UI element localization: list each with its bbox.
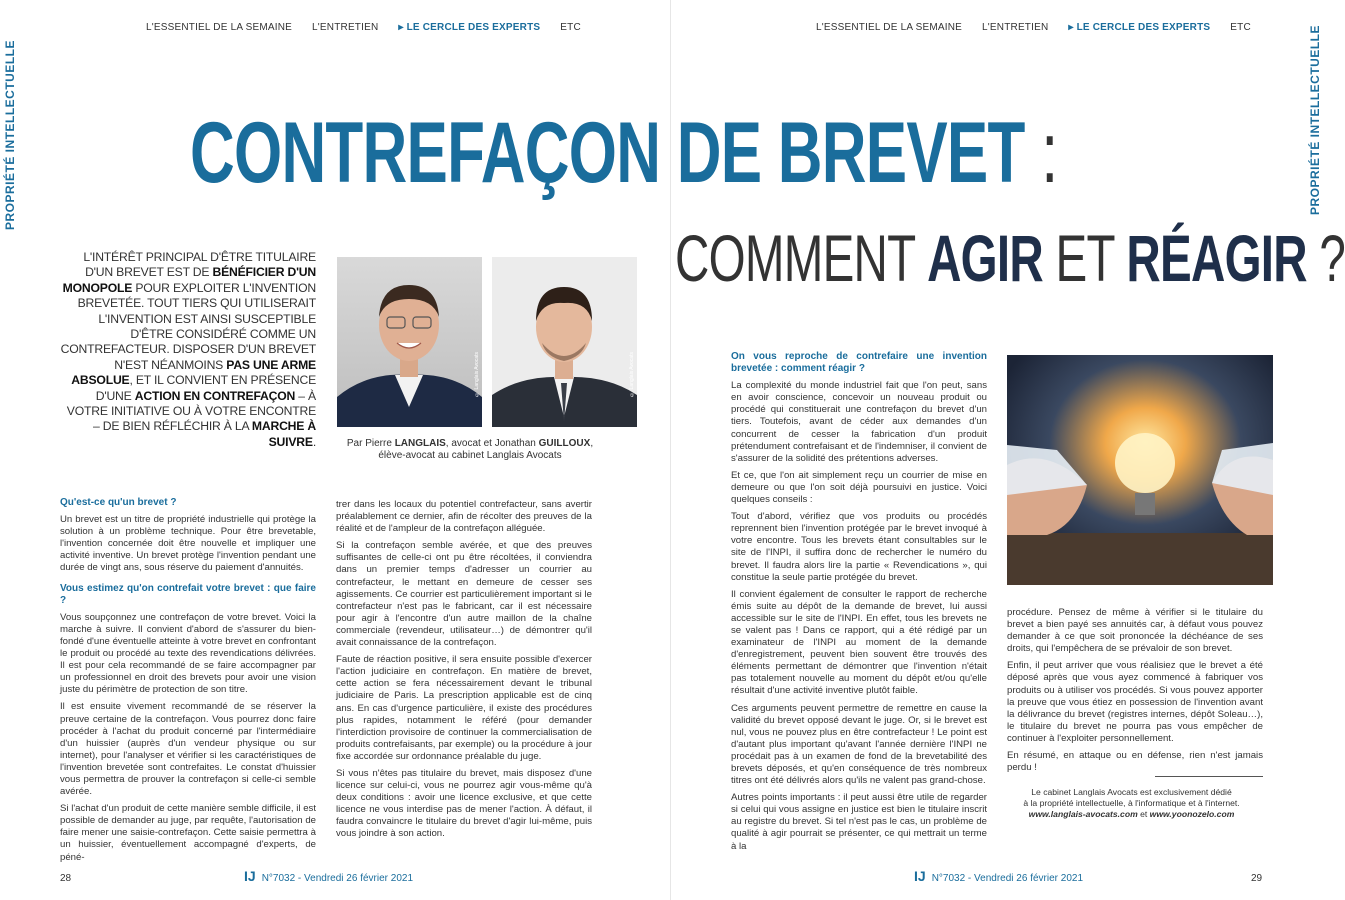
signature-text: Le cabinet Langlais Avocats est exclusivement dédié bbox=[1031, 787, 1232, 797]
headline-colon: : bbox=[1024, 105, 1058, 201]
paragraph: Vous soupçonnez une contrefaçon de votre brevet. Voici la marche à suivre. Il convient d'abord de s'assurer du bien-fondé d'une éventuelle atteinte à votre brevet en confrontant le produit ou procédé au texte des revendications délivrées. Il est pour cela recommandé de se faire accompagner par un professionnel en droit des brevets pour avoir une vision juste du périmètre de protection de son titre. bbox=[60, 611, 316, 696]
headline-word-agir: AGIR bbox=[927, 221, 1043, 295]
paragraph: Il est ensuite vivement recommandé de se réserver la preuve certaine de la contrefaçon. Vous pourrez donc faire procéder à l'achat du produit concerné par l'intermédiaire d'un huissier (auprès d'un vendeur physique ou sur internet), pour l'analyser et vérifier si les caractéristiques de l'invention brevetée sont contrefaites. Le constat d'huissier vous permettra de prouver la contrefaçon si celle-ci semble avérée. bbox=[60, 701, 316, 798]
lead-text: , ET IL CONVIENT EN PRÉSENCE D'UNE bbox=[95, 373, 316, 403]
author-name-langlais: LANGLAIS bbox=[394, 438, 446, 449]
paragraph: Si l'achat d'un produit de cette manière semble difficile, il est possible de demander au juge, par requête, l'autorisation de faire mener une saisie-contrefaçon. Cette saisie permettra à un huissier, éventuellement accompagné d'experts, de péné- bbox=[60, 803, 316, 863]
headline-word-reagir: RÉAGIR bbox=[1126, 221, 1307, 295]
byline bbox=[345, 438, 595, 462]
ij-logo-icon: IJ bbox=[914, 868, 926, 884]
nav-item-etc[interactable]: ETC bbox=[1230, 22, 1251, 33]
second-website-link[interactable]: www.yoonozelo.com bbox=[1149, 809, 1235, 819]
lead-bold: PAS UNE ARME ABSOLUE bbox=[71, 357, 316, 388]
paragraph: Un brevet est un titre de propriété industrielle qui protège la solution à un problème technique. Pour être brevetable, l'invention concernée doit être nouvelle et impliquer une activité inventive. Un brevet protège l'invention pendant une durée de vingt ans, sous réserve du paiement d'annuités. bbox=[60, 514, 316, 574]
headline-word-et: ET bbox=[1042, 221, 1127, 295]
issue-folio-right bbox=[914, 868, 1083, 884]
nav-item-essentiel[interactable]: L'ESSENTIEL DE LA SEMAINE bbox=[816, 22, 963, 33]
signature-text: à la propriété intellectuelle, à l'informatique et à l'internet. bbox=[1023, 798, 1240, 808]
article-column-3 bbox=[731, 351, 987, 858]
author-name-guilloux: GUILLOUX bbox=[538, 438, 591, 449]
section-heading: Qu'est-ce qu'un brevet ? bbox=[60, 497, 177, 508]
paragraph: Si la contrefaçon semble avérée, et que des preuves suffisantes de celle-ci ont pu être récoltées, il conviendra dans un premier temps d'adresser un courrier au contrefacteur, le mettant en demeure de cesser ses agissements. Ce courrier est particulièrement important si le contrefacteur n'est pas le fabricant, car il est nécessaire pour agir à l'encontre d'un autre maillon de la chaîne commerciale (revendeur, utilisateur…) de démontrer qu'il avait connaissance de la contrefaçon. bbox=[336, 540, 592, 649]
photo-credit: © Langlais Avocats bbox=[629, 352, 635, 397]
section-heading: On vous reproche de contrefaire une invention brevetée : comment réagir ? bbox=[731, 351, 987, 375]
nav-item-cercle-experts[interactable]: ▸ LE CERCLE DES EXPERTS bbox=[398, 22, 541, 33]
lead-text: . bbox=[312, 434, 316, 449]
paragraph: Il convient également de consulter le rapport de recherche émis suite au dépôt de la demande de brevet, lui aussi accessible sur le site de l'INPI. En effet, tous les brevets ne se valent pas ! Dans ce rapport, qui a été rédigé par un examinateur de l'INPI au moment de la demande d'enregistrement, peuvent bien souvent être trouvés des éléments permettant de démontrer que l'invention n'était pas totalement nouvelle au moment du dépôt et/ou qu'elle résultait d'une activité inventive plutôt faible. bbox=[731, 588, 987, 697]
paragraph: Et ce, que l'on ait simplement reçu un courrier de mise en demeure ou que l'on soit déjà poursuivi en justice. Voici quelques conseils : bbox=[731, 469, 987, 506]
article-column-1 bbox=[60, 497, 316, 869]
issue-info: N°7032 - Vendredi 26 février 2021 bbox=[261, 873, 414, 884]
firm-signature bbox=[1000, 787, 1263, 820]
paragraph: Si vous n'êtes pas titulaire du brevet, mais disposez d'une licence sur celui-ci, vous ne pourrez agir vous-même qu'à deux conditions : avoir une licence exclusive, et que cette licence ne vous interdise pas de mener l'action. À défaut, il faudra convaincre le titulaire du brevet d'agir lui-même, puis vous joindre à son action. bbox=[336, 767, 592, 840]
nav-item-entretien[interactable]: L'ENTRETIEN bbox=[312, 22, 379, 33]
paragraph: Autres points importants : il peut aussi être utile de regarder si celui qui vous assigne en justice est bien le titulaire inscrit au registre du brevet. Si tel n'est pas le cas, un problème de qualité à agir pourrait se présenter, ce qui mettrait un terme à la bbox=[731, 792, 987, 852]
paragraph: Ces arguments peuvent permettre de remettre en cause la validité du brevet opposé devant le juge. Or, si le brevet est nul, vous ne pouvez plus en être contrefacteur ! Le point est d'autant plus important qu'avant l'année dernière l'INPI ne procédait pas à un examen de fond de la brevetabilité des brevets déposés, et qu'en conséquence de très nombreux titres ont été délivrés alors qu'ils ne valent pas grand-chose. bbox=[731, 702, 987, 787]
photo-credit: © Langlais Avocats bbox=[474, 352, 480, 397]
top-nav-right bbox=[816, 22, 1251, 33]
lead-text: L'INTÉRÊT PRINCIPAL D'ÊTRE TITULAIRE D'UN BREVET EST DE bbox=[83, 250, 316, 280]
section-heading: Vous estimez qu'on contrefait votre brevet : que faire ? bbox=[60, 582, 316, 606]
lead-text: POUR EXPLOITER L'INVENTION BREVETÉE. TOUT TIERS QUI UTILISERAIT L'INVENTION EST AINSI SUSCEPTIBLE D'ÊTRE CONSIDÉRÉ COMME UN CONTREFACTEUR. DISPOSER D'UN BREVET N'EST NÉANMOINS bbox=[60, 280, 316, 372]
lead-bold: MARCHE À SUIVRE bbox=[251, 419, 316, 449]
paragraph: Tout d'abord, vérifiez que vos produits ou procédés reprennent bien l'invention protégée par le brevet invoqué à votre encontre. Tous les brevets étant consultables sur le site de l'INPI, il suffira donc de rechercher le numéro du brevet. Il faudra alors lire la partie « Revendications », qui constitue la seule partie protégée du brevet. bbox=[731, 511, 987, 583]
byline-text: Par Pierre bbox=[346, 438, 395, 449]
paragraph: procédure. Pensez de même à vérifier si le titulaire du brevet a bien payé ses annuités car, à défaut vous pouvez demander à ce que soit prononcée la déchéance de ses droits, qui l'empêchera de se prévaloir de son brevet. bbox=[1007, 607, 1263, 655]
author-photo-guilloux bbox=[492, 257, 637, 427]
top-nav-left bbox=[146, 22, 581, 33]
paragraph: Faute de réaction positive, il sera ensuite possible d'exercer l'action judiciaire en contrefaçon. En matière de brevet, cette action se fera nécessairement devant le tribunal judiciaire de Paris. La prescription applicable est de cinq ans. En cas d'urgence particulière, il existe des procédures plus rapides, notamment le référé (pour demander l'interdiction provisoire de continuer la commercialisation de produits contrefaisants, par exemple) ou la procédure à jour fixe accordée sur ordonnance préalable du juge. bbox=[336, 654, 592, 762]
issue-folio-left bbox=[244, 868, 413, 884]
lead-paragraph bbox=[58, 250, 316, 450]
paragraph: En résumé, en attaque ou en défense, rien n'est jamais perdu ! bbox=[1007, 750, 1263, 774]
byline-text: , bbox=[590, 438, 594, 449]
signature-text: et bbox=[1137, 809, 1150, 819]
nav-item-essentiel[interactable]: L'ESSENTIEL DE LA SEMAINE bbox=[146, 22, 293, 33]
page-number-left: 28 bbox=[60, 873, 72, 884]
section-label-right: PROPRIÉTÉ INTELLECTUELLE bbox=[1308, 25, 1322, 216]
headline-line1 bbox=[190, 105, 1058, 201]
nav-item-entretien[interactable]: L'ENTRETIEN bbox=[982, 22, 1049, 33]
byline-role: élève-avocat au cabinet Langlais Avocats bbox=[378, 450, 562, 461]
article-column-2 bbox=[336, 499, 592, 846]
byline-text: , avocat et Jonathan bbox=[445, 438, 539, 449]
signature-divider bbox=[1155, 776, 1263, 777]
headline-main: CONTREFAÇON DE BREVET bbox=[190, 105, 1025, 201]
page-number-right: 29 bbox=[1251, 873, 1263, 884]
lead-text: – À VOTRE INITIATIVE OU À VOTRE ENCONTRE – DE BIEN RÉFLÉCHIR À LA bbox=[66, 388, 316, 434]
section-label-left: PROPRIÉTÉ INTELLECTUELLE bbox=[3, 40, 17, 231]
nav-item-cercle-experts[interactable]: ▸ LE CERCLE DES EXPERTS bbox=[1068, 22, 1211, 33]
headline-line2 bbox=[675, 221, 1345, 295]
lightbulb-illustration bbox=[1007, 355, 1273, 585]
issue-info: N°7032 - Vendredi 26 février 2021 bbox=[931, 873, 1084, 884]
paragraph: Enfin, il peut arriver que vous réalisiez que le brevet a été déposé après que vous ayez commencé à fabriquer vos produits ou à utiliser vos procédés. Si vous pouvez apporter la preuve que vous étiez en possession de l'invention avant la délivrance du brevet (registres internes, dépôt Soleau…), le titulaire du brevet ne pourra pas vous empêcher de continuer à l'exploiter personnellement. bbox=[1007, 660, 1263, 744]
paragraph: trer dans les locaux du potentiel contrefacteur, sans avertir préalablement ce dernier, afin de récolter des preuves de la réalité et de l'ampleur de la contrefaçon alléguée. bbox=[336, 499, 592, 535]
article-column-4 bbox=[1007, 607, 1263, 779]
lead-bold: ACTION EN CONTREFAÇON bbox=[134, 388, 296, 403]
ij-logo-icon: IJ bbox=[244, 868, 256, 884]
headline-question-mark: ? bbox=[1306, 221, 1345, 295]
lead-bold: BÉNÉFICIER D'UN MONOPOLE bbox=[62, 265, 316, 295]
firm-website-link[interactable]: www.langlais-avocats.com bbox=[1028, 809, 1138, 819]
nav-item-etc[interactable]: ETC bbox=[560, 22, 581, 33]
paragraph: La complexité du monde industriel fait que l'on peut, sans en avoir conscience, concevoir un nouveau produit ou procédé qui constituerait une contrefaçon du brevet d'un tiers. Toutefois, avant de céder aux demandes d'un concurrent de cesser la fabrication d'un produit prétendument contrefaisant et de l'indemniser, il convient de s'assurer de la solidité des prétentions adverses. bbox=[731, 380, 987, 464]
author-photo-langlais bbox=[337, 257, 482, 427]
headline-word-comment: COMMENT bbox=[675, 221, 928, 295]
